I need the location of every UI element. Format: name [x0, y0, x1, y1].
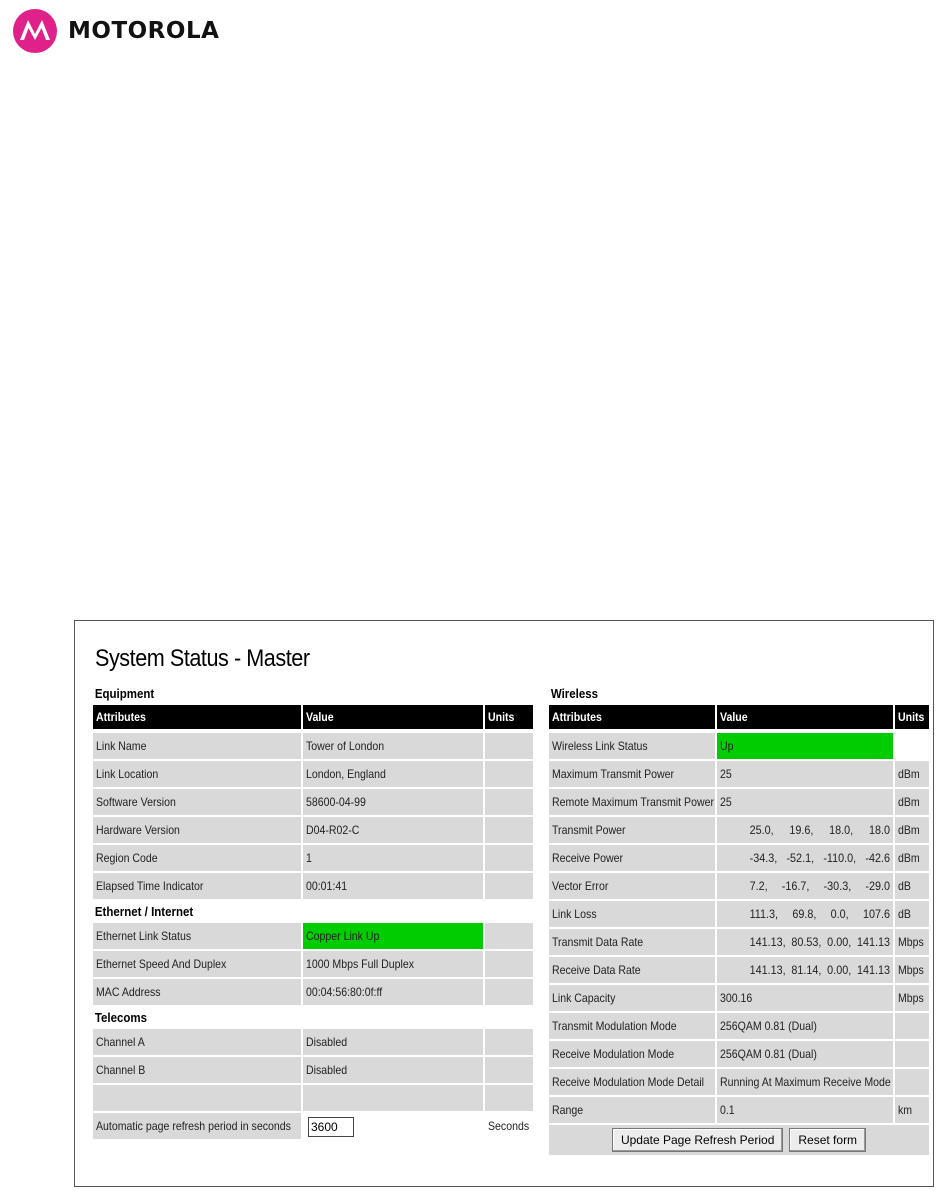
- attr-wireless-link-status: Wireless Link Status: [549, 733, 715, 759]
- value-elapsed-time: 00:01:41: [303, 873, 483, 899]
- attr-link-name: Link Name: [93, 733, 301, 759]
- value-transmit-power: 25.0, 19.6, 18.0, 18.0: [717, 817, 893, 843]
- motorola-batwing-icon: [12, 8, 58, 54]
- form-buttons: [549, 1125, 929, 1155]
- value-transmit-data-rate: 141.13, 80.53, 0.00, 141.13: [717, 929, 893, 955]
- value-link-location: London, England: [303, 761, 483, 787]
- attr-max-transmit-power: Maximum Transmit Power: [549, 761, 715, 787]
- empty-cell: [485, 1085, 533, 1111]
- value-range: 0.1: [717, 1097, 893, 1123]
- refresh-units: Seconds: [488, 1119, 530, 1133]
- value-mac-address: 00:04:56:80:0f:ff: [303, 979, 483, 1005]
- header-units: Units: [895, 705, 929, 729]
- value-channel-b: Disabled: [303, 1057, 483, 1083]
- brand-name: MOTOROLA: [68, 18, 220, 44]
- attr-channel-a: Channel A: [93, 1029, 301, 1055]
- table-row: [93, 979, 533, 1005]
- empty-cell: [93, 1085, 301, 1111]
- units-receive-power: dBm: [895, 845, 929, 871]
- units-max-transmit-power: dBm: [895, 761, 929, 787]
- ethernet-table: [93, 923, 533, 1005]
- value-link-loss: 111.3, 69.8, 0.0, 107.6: [717, 901, 893, 927]
- table-row: [93, 789, 533, 815]
- units-receive-data-rate: Mbps: [895, 957, 929, 983]
- table-header: [93, 705, 533, 729]
- value-vector-error: 7.2, -16.7, -30.3, -29.0: [717, 873, 893, 899]
- units-cell: [485, 845, 533, 871]
- section-ethernet-title: Ethernet / Internet: [94, 905, 194, 919]
- table-row: [93, 951, 533, 977]
- refresh-period-input[interactable]: [308, 1117, 354, 1137]
- value-max-transmit-power: 25: [717, 761, 893, 787]
- table-row: [93, 761, 533, 787]
- value-channel-a: Disabled: [303, 1029, 483, 1055]
- header-units: Units: [485, 705, 533, 729]
- empty-cell: [303, 1085, 483, 1111]
- header-attributes: Attributes: [549, 705, 715, 729]
- table-row: [549, 901, 929, 927]
- units-cell: [895, 733, 929, 759]
- section-equipment-title: Equipment: [94, 687, 155, 701]
- units-cell: [485, 1057, 533, 1083]
- refresh-row: [93, 1113, 533, 1139]
- units-transmit-data-rate: Mbps: [895, 929, 929, 955]
- refresh-period-label: Automatic page refresh period in seconds: [93, 1113, 301, 1139]
- attr-hardware-version: Hardware Version: [93, 817, 301, 843]
- units-cell: [895, 1013, 929, 1039]
- right-column: [549, 683, 929, 1155]
- header-value: Value: [717, 705, 893, 729]
- table-row: [93, 845, 533, 871]
- attr-transmit-power: Transmit Power: [549, 817, 715, 843]
- attr-ethernet-speed: Ethernet Speed And Duplex: [93, 951, 301, 977]
- reset-form-button[interactable]: Reset form: [789, 1128, 866, 1152]
- value-receive-modulation-mode: 256QAM 0.81 (Dual): [717, 1041, 893, 1067]
- attr-region-code: Region Code: [93, 845, 301, 871]
- table-row: [549, 1097, 929, 1123]
- attr-link-location: Link Location: [93, 761, 301, 787]
- attr-channel-b: Channel B: [93, 1057, 301, 1083]
- attr-receive-modulation-mode-detail: Receive Modulation Mode Detail: [549, 1069, 715, 1095]
- table-row: [549, 1069, 929, 1095]
- units-cell: [895, 1041, 929, 1067]
- left-column: [93, 683, 533, 1141]
- table-row: [549, 929, 929, 955]
- units-cell: [485, 733, 533, 759]
- ethernet-link-status-badge: Copper Link Up: [303, 923, 483, 949]
- attr-remote-max-transmit-power: Remote Maximum Transmit Power: [549, 789, 715, 815]
- table-row: [549, 845, 929, 871]
- attr-link-loss: Link Loss: [549, 901, 715, 927]
- value-link-name: Tower of London: [303, 733, 483, 759]
- units-cell: [485, 789, 533, 815]
- attr-transmit-modulation-mode: Transmit Modulation Mode: [549, 1013, 715, 1039]
- units-cell: [485, 817, 533, 843]
- table-row: [549, 873, 929, 899]
- value-link-capacity: 300.16: [717, 985, 893, 1011]
- table-row: [549, 761, 929, 787]
- table-row-empty: [93, 1085, 533, 1111]
- table-row: [549, 817, 929, 843]
- equipment-table: [93, 705, 533, 899]
- value-transmit-modulation-mode: 256QAM 0.81 (Dual): [717, 1013, 893, 1039]
- units-cell: [895, 1069, 929, 1095]
- system-status-panel: [74, 620, 934, 1187]
- table-row: [549, 957, 929, 983]
- wireless-table: [549, 705, 929, 1155]
- value-receive-modulation-mode-detail: Running At Maximum Receive Mode: [717, 1069, 893, 1095]
- value-receive-power: -34.3, -52.1, -110.0, -42.6: [717, 845, 893, 871]
- units-cell: [485, 979, 533, 1005]
- attr-receive-data-rate: Receive Data Rate: [549, 957, 715, 983]
- units-cell: [485, 923, 533, 949]
- units-remote-max-transmit-power: dBm: [895, 789, 929, 815]
- table-row: [93, 873, 533, 899]
- attr-receive-power: Receive Power: [549, 845, 715, 871]
- update-refresh-period-button[interactable]: Update Page Refresh Period: [612, 1128, 783, 1152]
- value-remote-max-transmit-power: 25: [717, 789, 893, 815]
- section-telecoms-title: Telecoms: [94, 1011, 148, 1025]
- table-row: [549, 1013, 929, 1039]
- units-cell: [485, 1029, 533, 1055]
- value-receive-data-rate: 141.13, 81.14, 0.00, 141.13: [717, 957, 893, 983]
- table-row: [93, 923, 533, 949]
- table-row: [93, 1029, 533, 1055]
- attr-transmit-data-rate: Transmit Data Rate: [549, 929, 715, 955]
- table-header: [549, 705, 929, 729]
- attr-range: Range: [549, 1097, 715, 1123]
- units-vector-error: dB: [895, 873, 929, 899]
- table-row: [93, 1057, 533, 1083]
- value-region-code: 1: [303, 845, 483, 871]
- units-transmit-power: dBm: [895, 817, 929, 843]
- table-row: [93, 733, 533, 759]
- header-value: Value: [303, 705, 483, 729]
- header-attributes: Attributes: [93, 705, 301, 729]
- table-row: [549, 1041, 929, 1067]
- page-title: System Status - Master: [95, 645, 310, 672]
- value-software-version: 58600-04-99: [303, 789, 483, 815]
- table-row: [549, 789, 929, 815]
- value-ethernet-speed: 1000 Mbps Full Duplex: [303, 951, 483, 977]
- wireless-link-status-badge: Up: [717, 733, 893, 759]
- attr-ethernet-link-status: Ethernet Link Status: [93, 923, 301, 949]
- telecoms-table: [93, 1029, 533, 1139]
- attr-elapsed-time: Elapsed Time Indicator: [93, 873, 301, 899]
- units-cell: [485, 873, 533, 899]
- units-cell: [485, 761, 533, 787]
- refresh-input-cell: [303, 1113, 483, 1139]
- table-row: [93, 817, 533, 843]
- section-wireless-title: Wireless: [550, 687, 599, 701]
- attr-software-version: Software Version: [93, 789, 301, 815]
- table-row: [549, 733, 929, 759]
- attr-link-capacity: Link Capacity: [549, 985, 715, 1011]
- value-hardware-version: D04-R02-C: [303, 817, 483, 843]
- attr-mac-address: MAC Address: [93, 979, 301, 1005]
- table-row: [549, 985, 929, 1011]
- units-range: km: [895, 1097, 929, 1123]
- units-link-loss: dB: [895, 901, 929, 927]
- units-link-capacity: Mbps: [895, 985, 929, 1011]
- attr-vector-error: Vector Error: [549, 873, 715, 899]
- units-cell: [485, 951, 533, 977]
- brand-logo: [12, 8, 219, 54]
- attr-receive-modulation-mode: Receive Modulation Mode: [549, 1041, 715, 1067]
